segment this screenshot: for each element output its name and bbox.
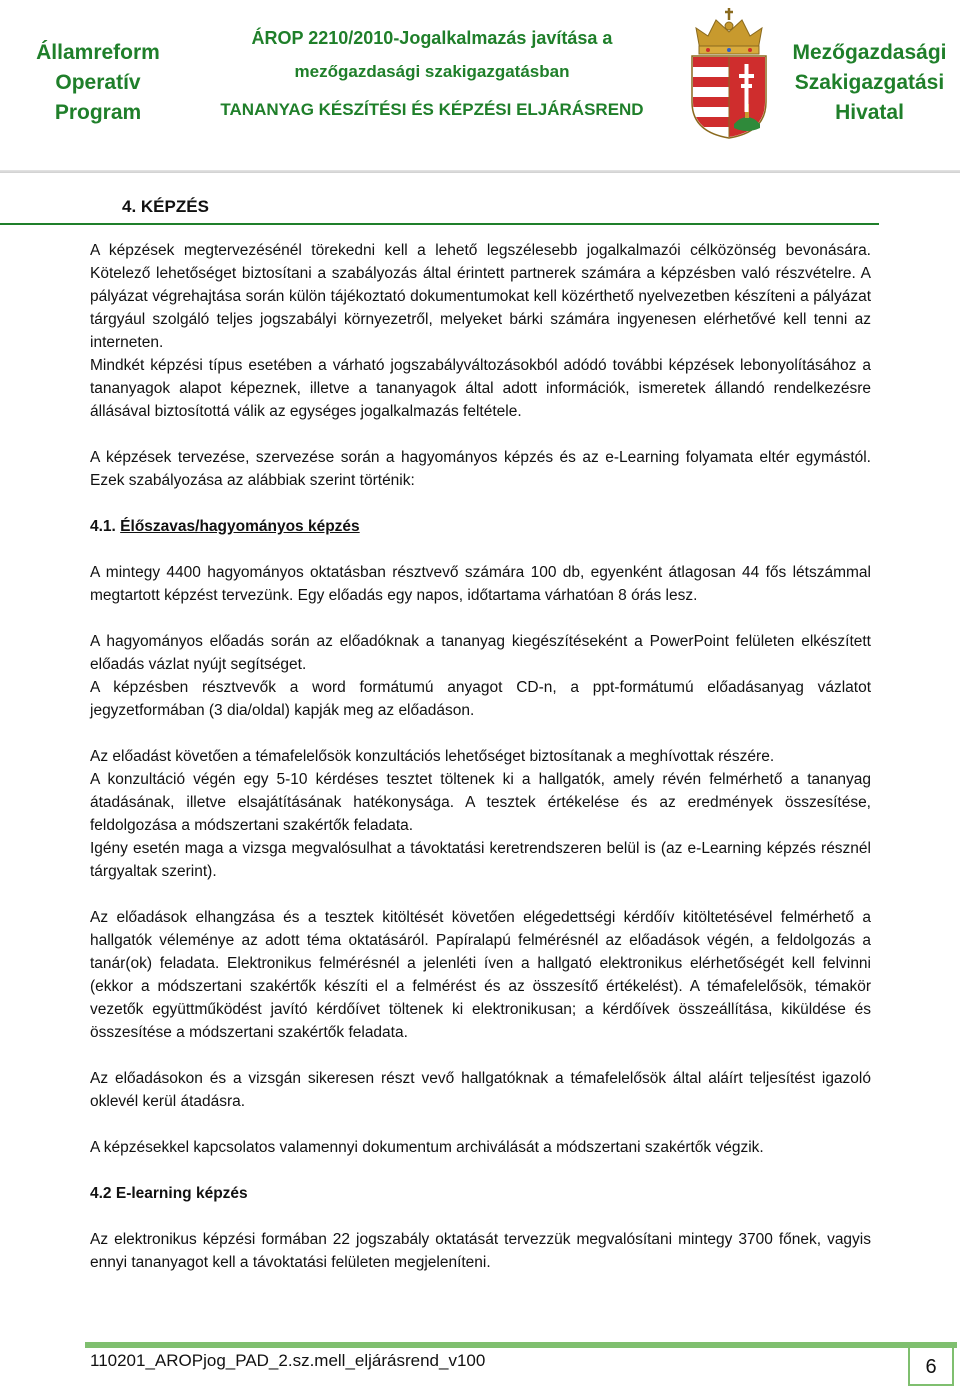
paragraph: A képzésekkel kapcsolatos valamennyi dokumentum archiválását a módszertani szakértők végzik.	[90, 1139, 764, 1156]
header-divider	[0, 170, 960, 173]
paragraph: A mintegy 4400 hagyományos oktatásban résztvevő számára 100 db, egyenként átlagosan 44 fős létszámmal megtartott képzést tervezünk. Egy előadás egy napos, időtartama várhatóan 8 órás lesz.	[90, 564, 871, 604]
subsection-heading-4-1	[90, 515, 871, 538]
header-right-line: Szakigazgatási	[794, 71, 945, 94]
header-project-title	[212, 24, 652, 128]
footer-document-id: 110201_AROPjog_PAD_2.sz.mell_eljárásrend_v100	[90, 1351, 486, 1370]
header-center-line-3: TANANYAG KÉSZÍTÉSI ÉS KÉPZÉSI ELJÁRÁSREND	[220, 100, 644, 119]
header-program-name	[18, 38, 178, 128]
paragraph: Az előadások elhangzása és a tesztek kitöltését követően elégedettségi kérdőív kitöltetésével felmérhető a hallgatók véleménye az adott téma oktatásáról. Papíralapú felmérésnél az előadások végén, a feldolgozás a tanár(ok) feladata. Elektronikus felmérésnél a jelenléti íven a hallgató elektronikus elérhetőségét kell felvinni (ekkor a módszertani szakértők készíti el a felmérést és az összesítő értékelést). A témafelelősök, témakör vezetők együttműködést javító kérdőívet töltenek ki elektronikusan; a kérdőívek összeállítása, kiküldése és összesítése a módszertani szakértők feladata.	[90, 909, 871, 1041]
paragraph: A hagyományos előadás során az előadóknak a tananyag kiegészítéseként a PowerPoint felületen elkészített előadás vázlat nyújt segítséget.	[90, 633, 871, 673]
subsection-heading-4-2: 4.2 E-learning képzés	[90, 1185, 248, 1202]
paragraph: A képzések tervezése, szervezése során a hagyományos képzés és az e-Learning folyamata eltér egymástól. Ezek szabályozása az alábbiak szerint történik:	[90, 449, 871, 489]
header-agency-name	[782, 38, 957, 128]
header-center-line-1: ÁROP 2210/2010-Jogalkalmazás javítása a	[251, 28, 613, 48]
paragraph: A képzések megtervezésénél törekedni kell a lehető legszélesebb jogalkalmazói célközönség bevonására. Kötelező lehetőséget biztosítani a szabályozás által érintett partnerek számára a képzésben való részvételre. A pályázat végrehajtása során külön tájékoztató dokumentumokat kell közérthető nyelvezetben készíteni a pályázat tárgyául szolgáló teljes jogszabályi környezetről, melyeket bárki számára ingyenesen elérhetővé kell tenni az interneten.	[90, 242, 871, 351]
header-center-line-2: mezőgazdasági szakigazgatásban	[294, 62, 570, 81]
document-body	[90, 190, 871, 1274]
page-number: 6	[908, 1348, 954, 1386]
section-heading: 4. KÉPZÉS	[0, 190, 879, 225]
hungarian-coat-of-arms-icon	[688, 6, 770, 140]
page-header	[0, 0, 960, 175]
crown-icon	[696, 8, 762, 54]
header-right-line: Mezőgazdasági	[792, 41, 947, 64]
paragraph: A konzultáció végén egy 5-10 kérdéses tesztet töltenek ki a hallgatók, amely révén felmérhető a tananyag átadásának, illetve elsajátításának hatékonysága. A tesztek értékelése és az eredmények összesítése, feldolgozása a módszertani szakértők feladata.	[90, 771, 871, 834]
header-right-line: Hivatal	[835, 101, 904, 124]
header-left-line: Program	[54, 101, 142, 124]
footer-divider	[85, 1342, 957, 1348]
subsection-number: 4.1.	[90, 518, 116, 535]
paragraph: Igény esetén maga a vizsga megvalósulhat a távoktatási keretrendszeren belül is (az e-Learning képzés résznél tárgyaltak szerint).	[90, 840, 871, 880]
header-left-line: Államreform	[36, 41, 160, 64]
subsection-title: Élőszavas/hagyományos képzés	[120, 518, 360, 535]
shield-icon	[692, 56, 766, 138]
paragraph: Az előadást követően a témafelelősök konzultációs lehetőséget biztosítanak a meghívottak részére.	[90, 748, 775, 765]
paragraph: A képzésben résztvevők a word formátumú anyagot CD-n, a ppt-formátumú előadásanyag vázlatot jegyzetformában (3 dia/oldal) kapják meg az előadáson.	[90, 679, 871, 719]
paragraph: Az elektronikus képzési formában 22 jogszabály oktatását tervezzük megvalósítani mintegy 3700 főnek, vagyis ennyi tananyagot kell a távoktatási felületen megjeleníteni.	[90, 1231, 871, 1271]
paragraph: Mindkét képzési típus esetében a várható jogszabályváltozásokból adódó további képzések lebonyolításához a tananyagok alapot képeznek, illetve a tananyagok által adott információk, ismeretek állandó rendelkezésre állásával biztosítottá válik az egységes jogalkalmazás feltétele.	[90, 357, 871, 420]
header-left-line: Operatív	[55, 71, 141, 94]
paragraph: Az előadásokon és a vizsgán sikeresen részt vevő hallgatóknak a témafelelősök által aláírt teljesítést igazoló oklevél kerül átadásra.	[90, 1070, 871, 1110]
